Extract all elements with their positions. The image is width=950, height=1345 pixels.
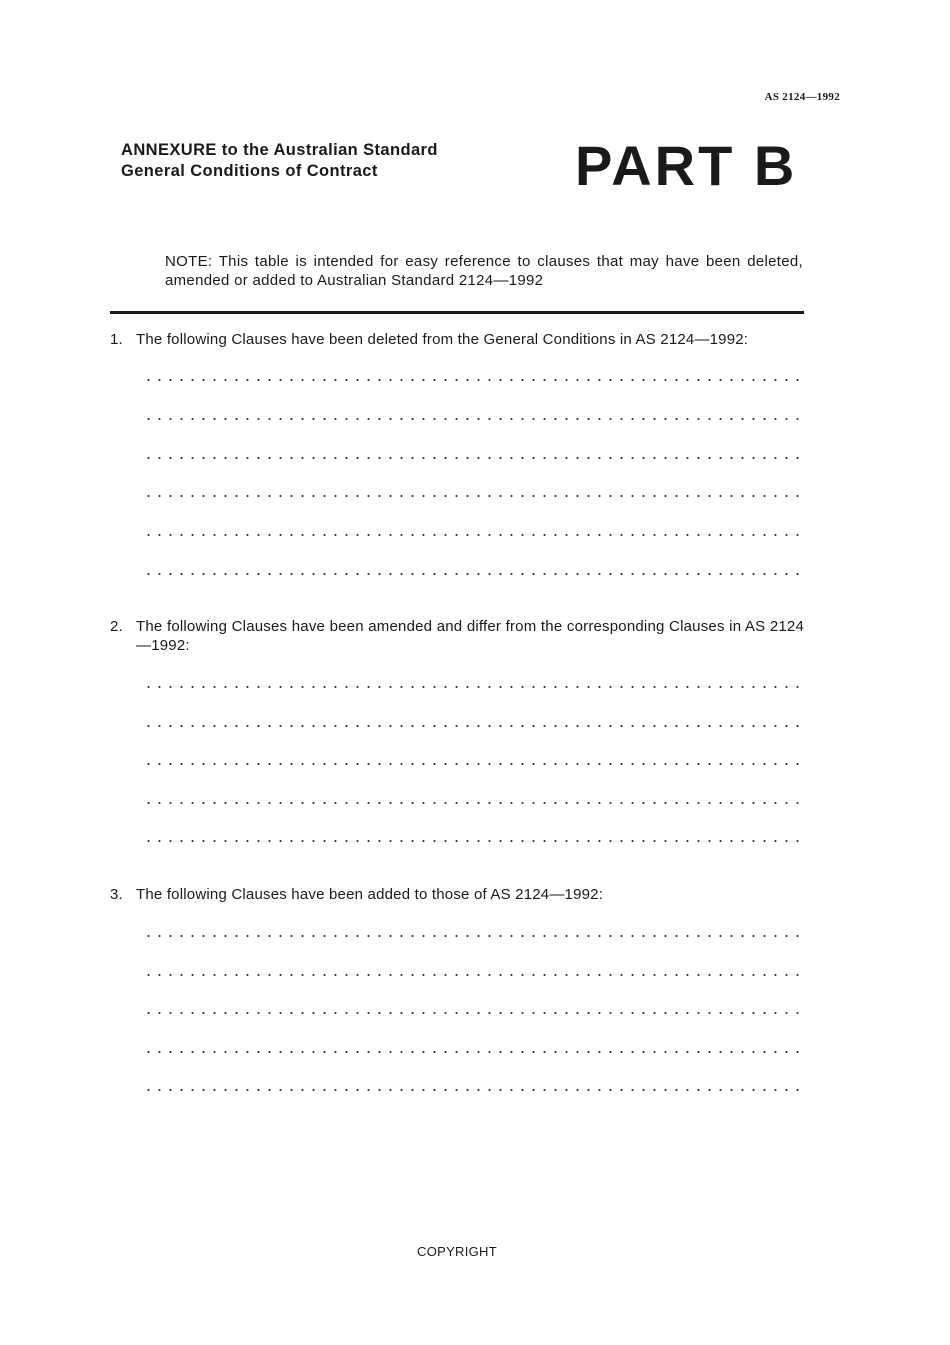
section-heading [110,617,804,655]
annexure-heading-line-2: General Conditions of Contract [121,162,378,180]
section-heading [110,885,804,904]
blank-entry-line[interactable] [143,413,805,425]
blank-entry-line[interactable] [143,835,805,847]
annexure-heading-line-1: ANNEXURE to the Australian Standard [121,141,438,159]
section-text: The following Clauses have been amended and differ from the corresponding Clauses in AS 2124—1992: [136,618,804,654]
blank-entry-line[interactable] [143,969,805,981]
annexure-heading [121,140,438,182]
section-text: The following Clauses have been added to those of AS 2124—1992: [136,886,604,903]
blank-entry-line[interactable] [143,1084,805,1096]
blank-entry-line[interactable] [143,1046,805,1058]
section-heading [110,330,804,349]
copyright-footer: COPYRIGHT [417,1244,497,1259]
blank-entry-line[interactable] [143,374,805,386]
blank-entry-line[interactable] [143,490,805,502]
section-number: 3. [110,886,123,903]
section-deleted-clauses [110,330,804,349]
blank-entry-line[interactable] [143,681,805,693]
part-title: PART B [575,134,798,197]
section-number: 1. [110,331,123,348]
section-number: 2. [110,618,123,635]
blank-entry-line[interactable] [143,720,805,732]
section-amended-clauses [110,617,804,655]
section-added-clauses [110,885,804,904]
blank-entry-line[interactable] [143,568,805,580]
blank-entry-line[interactable] [143,797,805,809]
reference-note: NOTE: This table is intended for easy reference to clauses that may have been deleted, amended or added to Australian Standard 2124—1992 [165,253,803,289]
blank-entry-line[interactable] [143,529,805,541]
blank-entry-line[interactable] [143,758,805,770]
blank-entry-line[interactable] [143,1007,805,1019]
horizontal-rule [110,311,804,314]
standard-reference: AS 2124—1992 [764,91,840,103]
blank-entry-line[interactable] [143,930,805,942]
section-text: The following Clauses have been deleted from the General Conditions in AS 2124—1992: [136,331,749,348]
blank-entry-line[interactable] [143,452,805,464]
